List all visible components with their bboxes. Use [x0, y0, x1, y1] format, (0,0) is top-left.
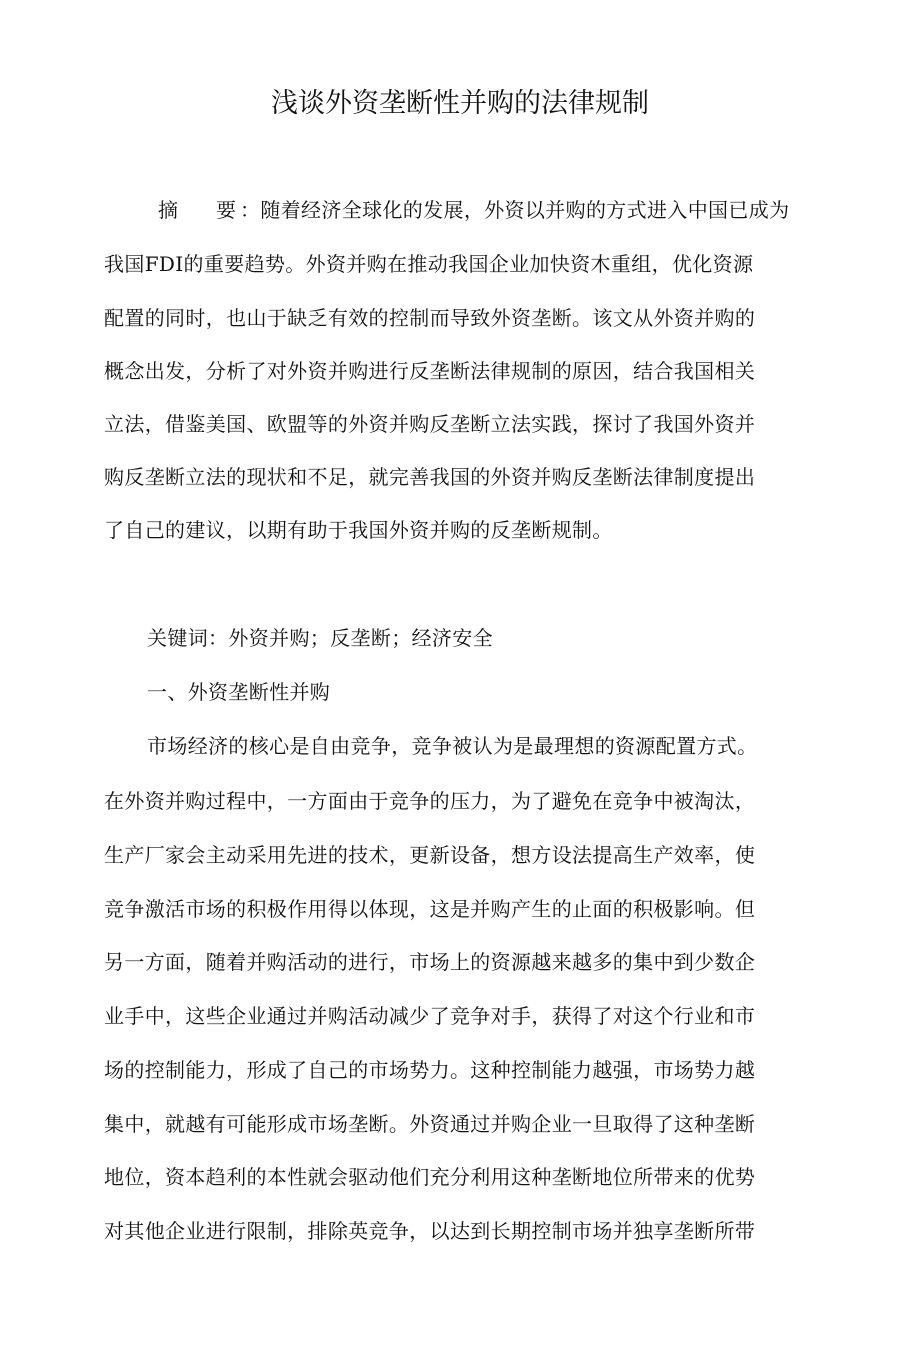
- body-line-9: 地位，资本趋利的本性就会驱动他们充分利用这种垄断地位所带来的优势: [104, 1165, 756, 1189]
- abstract-line-3: 配置的同时，也山于缺乏有效的控制而导致外资垄断。该文从外资并购的: [104, 306, 756, 330]
- body-line-7: 场的控制能力，形成了自己的市场势力。这种控制能力越强，市场势力越: [104, 1058, 756, 1082]
- body-line-5: 另一方面，随着并购活动的进行，市场上的资源越来越多的集中到少数企: [104, 950, 756, 974]
- abstract-line-5: 立法，借鉴美国、欧盟等的外资并购反垄断立法实践，探讨了我国外资并: [104, 412, 756, 436]
- body-line-10: 对其他企业进行限制，排除英竞争，以达到长期控制市场并独享垄断所带: [104, 1219, 756, 1243]
- document-title: 浅谈外资垄断性并购的法律规制: [271, 88, 649, 119]
- abstract-line-6: 购反垄断立法的现状和不足，就完善我国的外资并购反垄断法律制度提出: [104, 465, 756, 489]
- body-line-4: 竞争激活市场的积极作用得以体现，这是并购产生的止面的积极影响。但: [104, 897, 756, 921]
- abstract-line-7: 了自己的建议，以期有助于我国外资并购的反垄断规制。: [104, 518, 613, 542]
- body-line-8: 集中，就越有可能形成市场垄断。外资通过并购企业一旦取得了这种垄断: [104, 1112, 756, 1136]
- section-heading: 一、外资垄断性并购: [147, 680, 331, 704]
- abstract-text: ：随着经济全球化的发展，外资以并购的方式进入中国已成为: [240, 198, 790, 222]
- abstract-label: [158, 196, 240, 224]
- keywords: 关键词：外资并购；反垄断；经济安全: [147, 626, 493, 650]
- body-line-1: 市场经济的核心是自由竞争，竞争被认为是最理想的资源配置方式。: [147, 734, 758, 758]
- abstract-line-2: 我国FDI的重要趋势。外资并购在推动我国企业加快资木重组，优化资源: [104, 252, 754, 276]
- body-line-6: 业手中，这些企业通过并购活动减少了竞争对手，获得了对这个行业和市: [104, 1004, 756, 1028]
- abstract-line-1: [158, 196, 789, 224]
- abstract-label-char-1: 摘: [158, 198, 178, 222]
- body-line-3: 生产厂家会主动采用先进的技术，更新设备，想方设法提高生产效率，使: [104, 843, 756, 867]
- abstract-line-4: 概念出发，分析了对外资并购进行反垄断法律规制的原因，结合我国相关: [104, 359, 756, 383]
- body-line-2: 在外资并购过程中，一方面由于竞争的压力，为了避免在竞争中被淘汰，: [104, 789, 756, 813]
- abstract-label-char-2: 要: [216, 198, 236, 222]
